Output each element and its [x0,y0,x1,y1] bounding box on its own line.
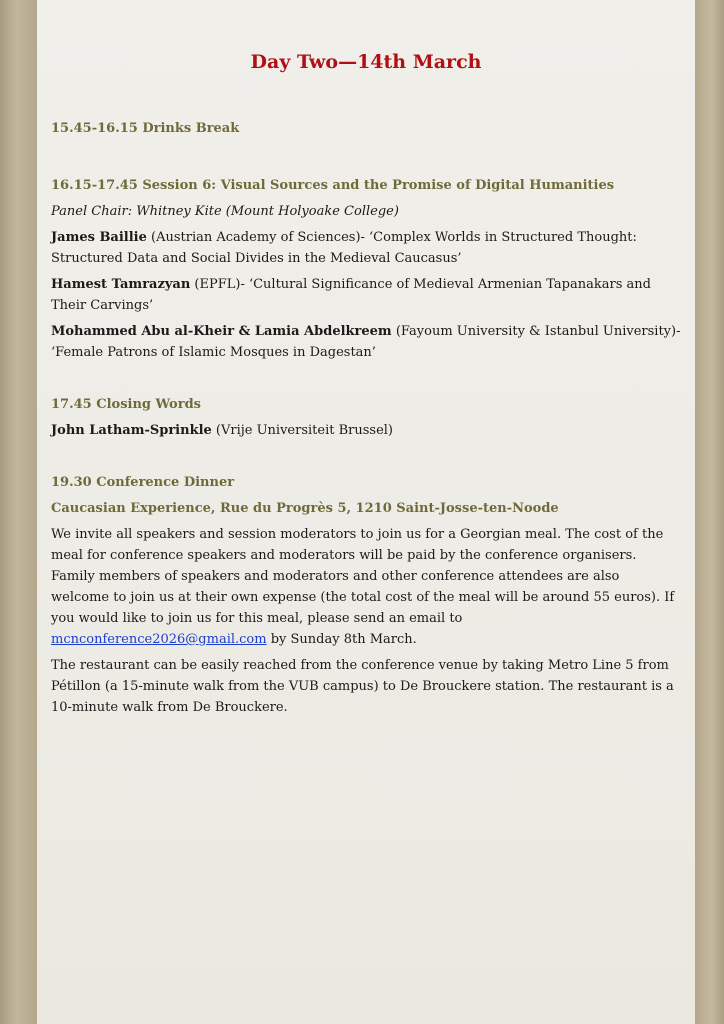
dinner-paragraph-1 [51,524,681,650]
document-content [51,118,681,718]
closing-heading: 17.45 Closing Words [51,397,201,412]
session6-chair: Panel Chair: Whitney Kite (Mount Holyoake College) [51,204,399,219]
speaker-name: Mohammed Abu al-Kheir & Lamia Abdelkreem [51,324,392,339]
dinner-text-after-email: by Sunday 8th March. [266,632,417,647]
dinner-venue: Caucasian Experience, Rue du Progrès 5, 1210 Saint-Josse-ten-Noode [51,501,559,516]
dinner-paragraph-2: The restaurant can be easily reached from the conference venue by taking Metro Line 5 from Pétillon (a 15-minute walk from the VUB campus) to De Brouckere station. The restaurant is a 10-minute walk from De Brouckere. [51,658,674,715]
talk-details: (EPFL)- ‘Cultural Significance of Medieval Armenian Tapanakars and Their Carvings’ [51,277,651,313]
talk-item [51,274,681,316]
document-page [37,0,695,1024]
session6-heading: 16.15-17.45 Session 6: Visual Sources and the Promise of Digital Humanities [51,178,615,193]
closing-speaker: John Latham-Sprinkle [51,423,212,438]
left-border-decoration [0,0,37,1024]
talk-item [51,227,681,269]
email-link[interactable]: mcnconference2026@gmail.com [51,632,267,647]
closing-details: (Vrije Universiteit Brussel) [211,423,394,438]
speaker-name: Hamest Tamrazyan [51,277,191,292]
page-title: Day Two—14th March [250,51,482,73]
drinks-break-heading: 15.45-16.15 Drinks Break [51,121,240,136]
closing-speaker-line [51,420,681,441]
speaker-name: James Baillie [51,230,147,245]
right-border-decoration [695,0,724,1024]
dinner-text-before-email: We invite all speakers and session moderators to join us for a Georgian meal. The cost of the meal for conference speakers and moderators will be paid by the conference organisers. Family members of speakers and moderators and other conference attendees are also welcome to join us at their own expense (the total cost of the meal will be around 55 euros). If you would like to join us for this meal, please send an email to [51,527,675,626]
talk-details: (Fayoum University & Istanbul University)- ‘Female Patrons of Islamic Mosques in Dagestan’ [51,324,681,360]
talk-details: (Austrian Academy of Sciences)- ‘Complex Worlds in Structured Thought: Structured Data and Social Divides in the Medieval Caucasus’ [51,230,637,266]
talk-item [51,321,681,363]
dinner-heading: 19.30 Conference Dinner [51,475,235,490]
